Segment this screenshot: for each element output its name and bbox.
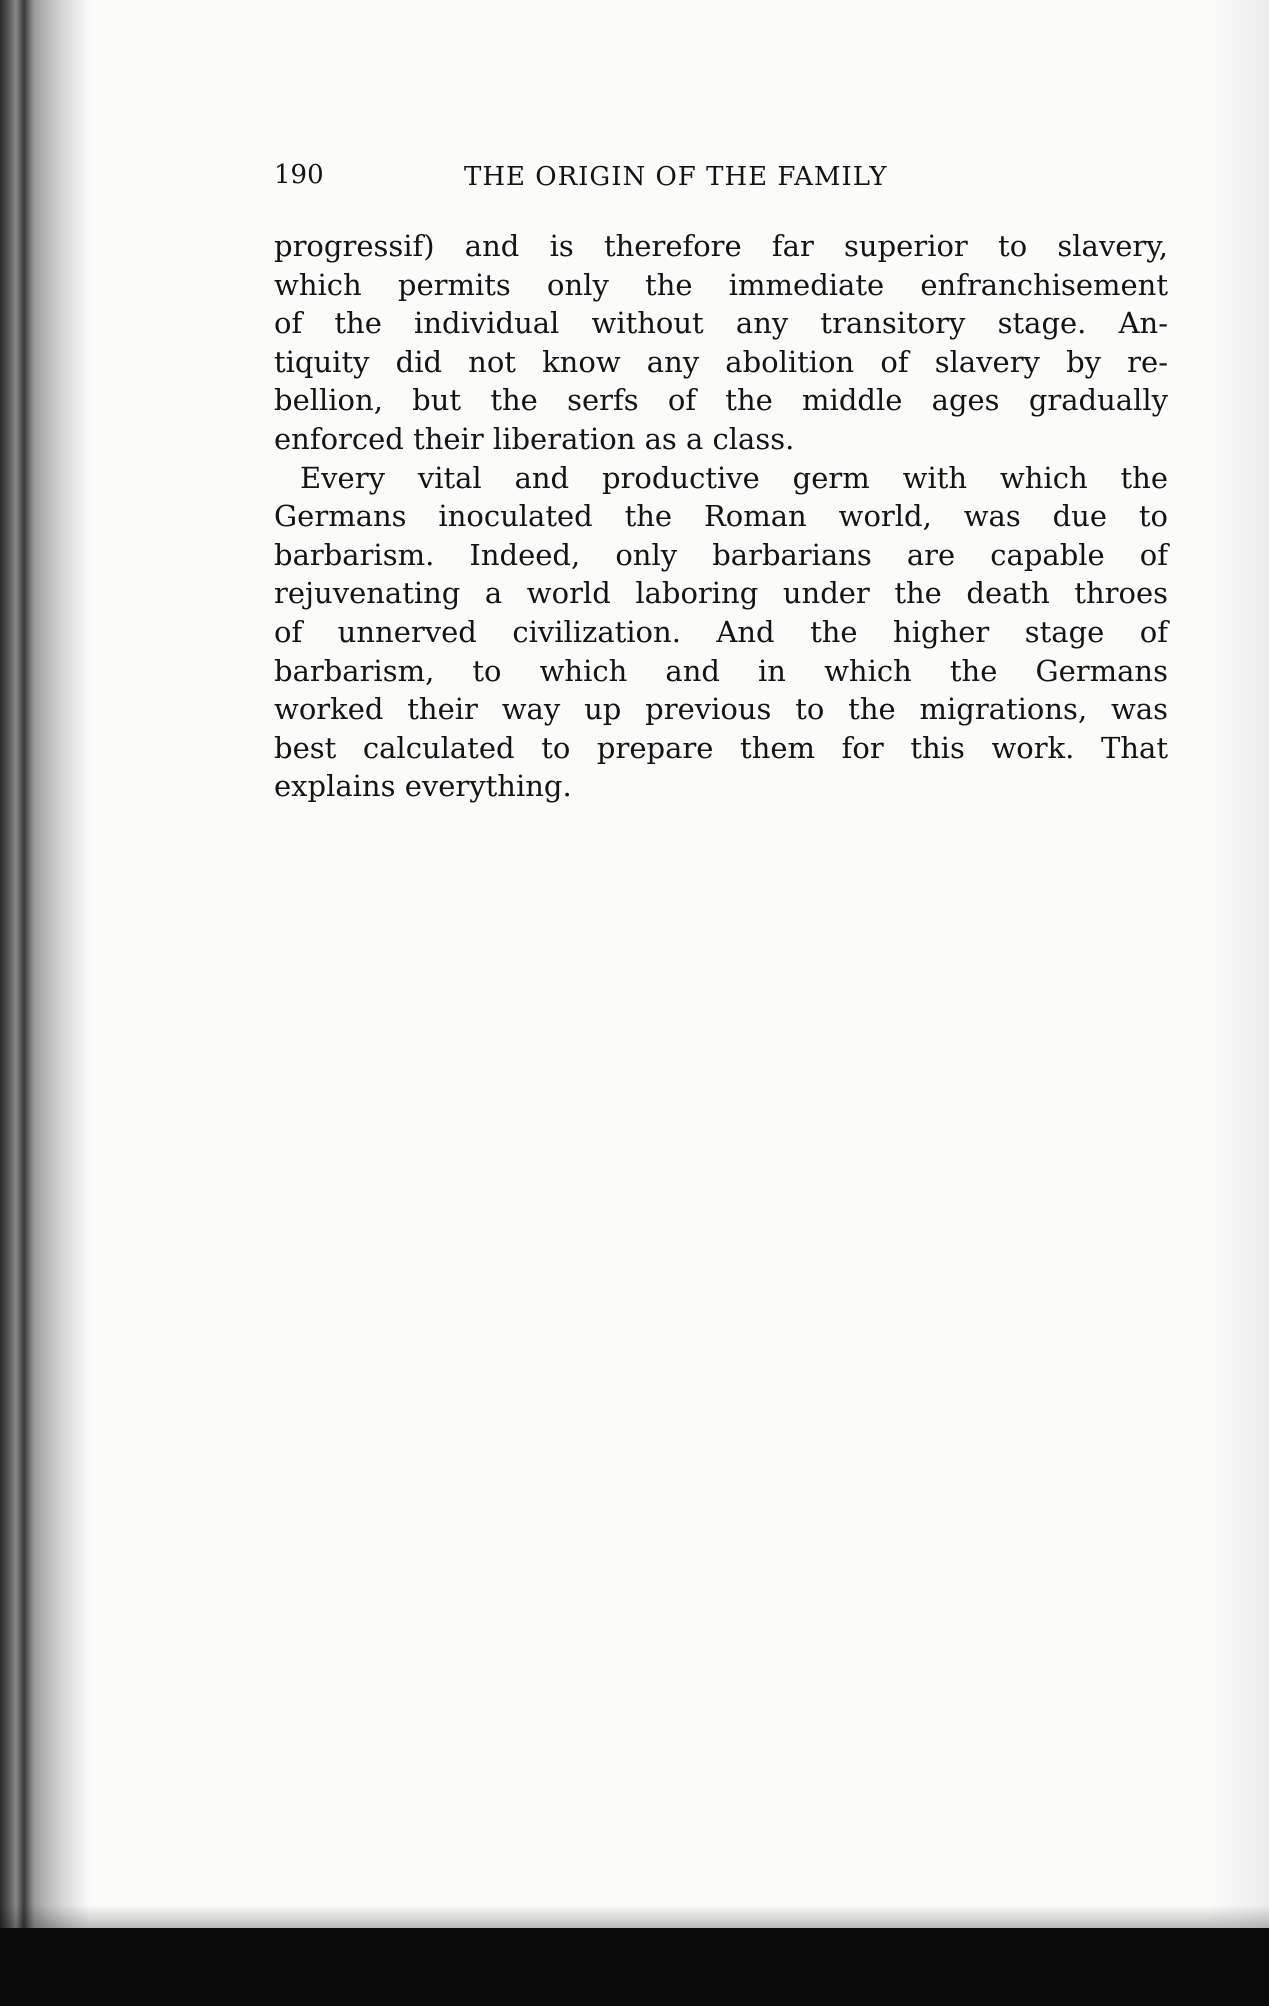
page-header	[274, 160, 974, 200]
text-line: barbarism, to which and in which the Germans	[274, 653, 1168, 688]
text-line: Germans inoculated the Roman world, was due to	[274, 499, 1168, 534]
text-line: bellion, but the serfs of the middle ages gradually	[274, 383, 1168, 418]
text-line: of the individual without any transitory stage. An-	[274, 306, 1168, 341]
text-line: of unnerved civilization. And the higher stage of	[274, 614, 1168, 649]
page-number: 190	[274, 160, 324, 190]
paragraph-2	[274, 459, 1168, 806]
text-line: worked their way up previous to the migrations, was	[274, 692, 1168, 727]
page-edge-shadow	[1209, 0, 1269, 1930]
text-line: which permits only the immediate enfranchisement	[274, 267, 1168, 302]
paragraph-1	[274, 227, 1168, 459]
text-line: Every vital and productive germ with which the	[300, 460, 1168, 495]
text-line: progressif) and is therefore far superior to slavery,	[274, 229, 1168, 263]
page-body	[274, 227, 1168, 806]
book-binding-shadow	[0, 0, 90, 2006]
running-title: THE ORIGIN OF THE FAMILY	[464, 162, 888, 192]
text-line: best calculated to prepare them for this work. That	[274, 730, 1168, 765]
text-line: barbarism. Indeed, only barbarians are capable of	[274, 537, 1168, 572]
text-line: enforced their liberation as a class.	[274, 421, 795, 456]
text-line: explains everything.	[274, 769, 572, 804]
text-line: rejuvenating a world laboring under the death throes	[274, 576, 1168, 611]
scan-shadow	[0, 1905, 1269, 1928]
text-line: tiquity did not know any abolition of slavery by re-	[274, 344, 1168, 379]
scan-bottom-edge	[0, 1928, 1269, 2006]
